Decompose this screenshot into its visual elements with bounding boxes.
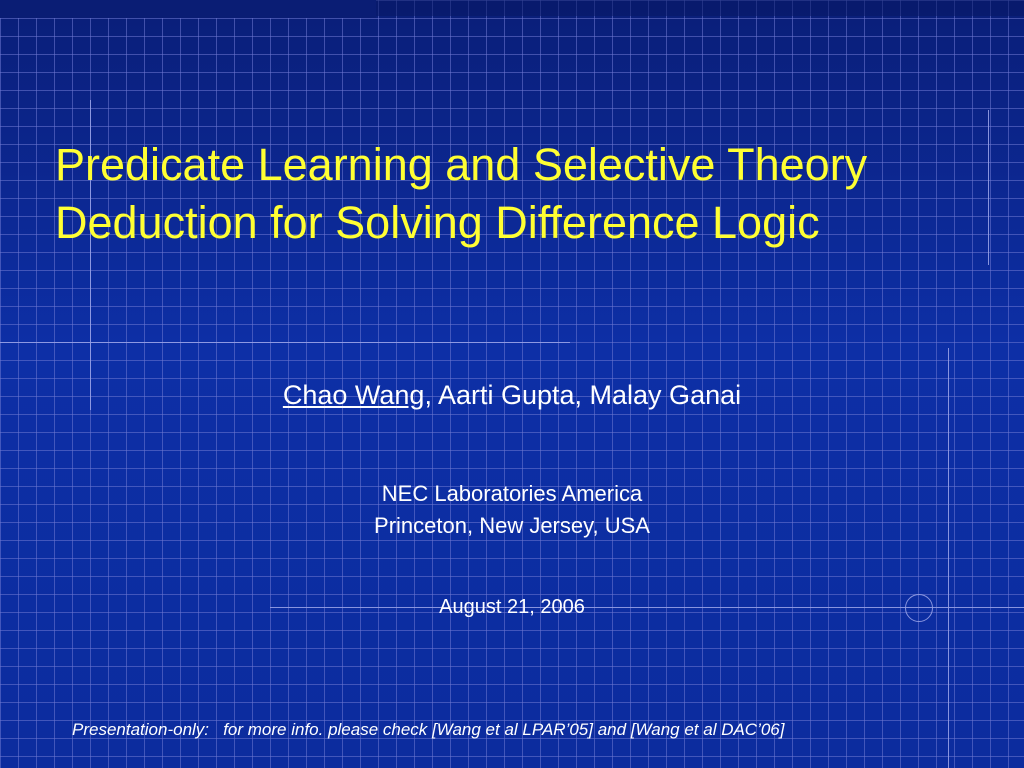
slide-title-line-2: Deduction for Solving Difference Logic bbox=[55, 197, 820, 248]
decorative-band-right bbox=[376, 0, 1024, 16]
author-list bbox=[0, 380, 1024, 411]
decorative-band bbox=[0, 0, 376, 18]
affiliation-line-1: NEC Laboratories America bbox=[381, 481, 643, 506]
co-authors: , Aarti Gupta, Malay Ganai bbox=[424, 380, 742, 410]
presenter-name: Chao Wang bbox=[282, 380, 425, 410]
slide-title-line-1: Predicate Learning and Selective Theory bbox=[55, 139, 868, 190]
footer-note: Presentation-only: for more info. please check [Wang et al LPAR’05] and [Wang et al DAC’06] bbox=[72, 720, 785, 739]
affiliation-line-2: Princeton, New Jersey, USA bbox=[374, 513, 650, 538]
affiliation bbox=[0, 478, 1024, 542]
slide-title bbox=[55, 136, 1005, 252]
presentation-date: August 21, 2006 bbox=[439, 596, 585, 618]
decorative-line bbox=[948, 348, 949, 768]
decorative-line bbox=[0, 342, 570, 343]
